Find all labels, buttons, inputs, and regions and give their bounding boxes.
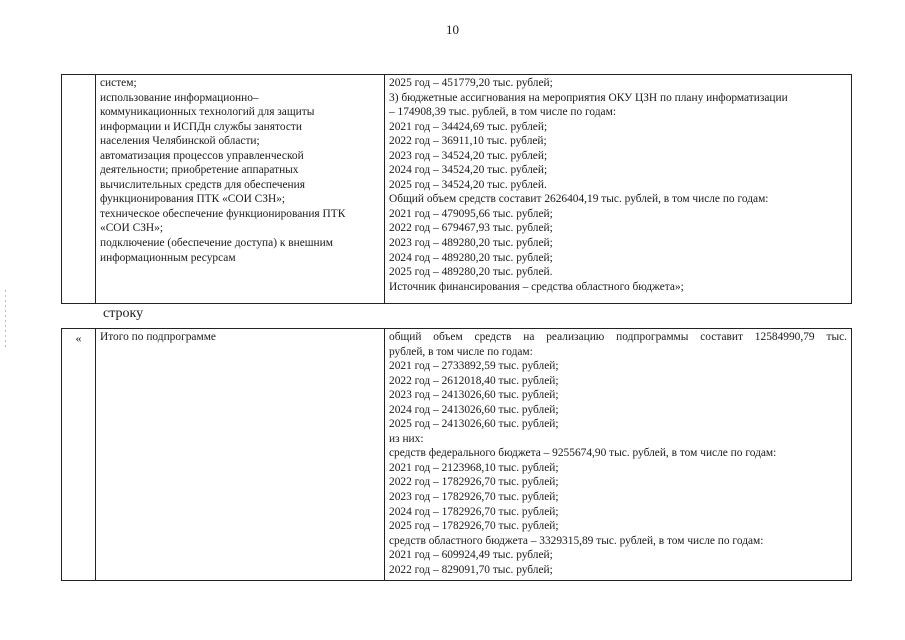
table-continuation bbox=[61, 74, 852, 304]
text-line: населения Челябинской области; bbox=[100, 135, 260, 148]
text-line: 2023 год – 1782926,70 тыс. рублей; bbox=[389, 491, 559, 504]
text-line: средств областного бюджета – 3329315,89 тыс. рублей, в том числе по годам: bbox=[389, 534, 764, 547]
text-line: 2022 год – 829091,70 тыс. рублей; bbox=[389, 563, 553, 576]
text-line: 2021 год – 34424,69 тыс. рублей; bbox=[389, 120, 548, 133]
text-line: автоматизация процессов управленческой bbox=[100, 149, 304, 162]
left-cell bbox=[96, 75, 385, 303]
text-line: 2021 год – 2123968,10 тыс. рублей; bbox=[389, 461, 559, 474]
text-line: функционирования ПТК «СОИ СЗН»; bbox=[100, 193, 286, 206]
right-cell bbox=[385, 75, 851, 303]
text-line: 2023 год – 489280,20 тыс. рублей; bbox=[389, 237, 553, 250]
text-line: 2024 год – 1782926,70 тыс. рублей; bbox=[389, 505, 559, 518]
text-line: подключение (обеспечение доступа) к внешним bbox=[100, 237, 333, 250]
scan-margin-artifact bbox=[5, 290, 6, 350]
left-cell bbox=[96, 329, 385, 580]
text-line: 2025 год – 451779,20 тыс. рублей; bbox=[389, 77, 553, 89]
text-line: 2022 год – 36911,10 тыс. рублей; bbox=[389, 135, 547, 148]
text-line: из них: bbox=[389, 432, 424, 445]
text-line: вычислительных средств для обеспечения bbox=[100, 178, 305, 191]
text-line: 2022 год – 1782926,70 тыс. рублей; bbox=[389, 476, 559, 489]
text-line: 3) бюджетные ассигнования на мероприятия ОКУ ЦЗН по плану информатизации bbox=[389, 91, 788, 104]
text-line: информации и ИСПДн службы занятости bbox=[100, 120, 302, 133]
text-line: 2022 год – 679467,93 тыс. рублей; bbox=[389, 222, 553, 235]
text-line: 2025 год – 34524,20 тыс. рублей. bbox=[389, 178, 547, 191]
right-cell bbox=[385, 329, 851, 580]
table-subprogram-total bbox=[61, 328, 852, 581]
text-line: Итого по подпрограмме bbox=[100, 331, 216, 343]
marker-cell bbox=[62, 75, 96, 303]
text-line: Общий объем средств составит 2626404,19 тыс. рублей, в том числе по годам: bbox=[389, 193, 769, 206]
text-line: 2023 год – 2413026,60 тыс. рублей; bbox=[389, 389, 559, 402]
text-line: общий объем средств на реализацию подпрограммы составит 12584990,79 тыс. bbox=[389, 331, 847, 343]
text-line: 2024 год – 2413026,60 тыс. рублей; bbox=[389, 403, 559, 416]
between-label: строку bbox=[103, 306, 144, 321]
page-number: 10 bbox=[446, 22, 459, 37]
text-line: 2022 год – 2612018,40 тыс. рублей; bbox=[389, 374, 559, 387]
text-line: «СОИ СЗН»; bbox=[100, 222, 163, 235]
text-line: коммуникационных технологий для защиты bbox=[100, 106, 315, 119]
text-line: 2025 год – 1782926,70 тыс. рублей; bbox=[389, 520, 559, 533]
text-line: деятельности; приобретение аппаратных bbox=[100, 164, 299, 177]
text-line: использование информационно– bbox=[100, 91, 259, 104]
text-line: систем; bbox=[100, 77, 137, 89]
text-line: 2021 год – 2733892,59 тыс. рублей; bbox=[389, 360, 559, 373]
text-line: 2023 год – 34524,20 тыс. рублей; bbox=[389, 149, 548, 162]
text-line: средств федерального бюджета – 9255674,90 тыс. рублей, в том числе по годам: bbox=[389, 447, 777, 460]
text-line: рублей, в том числе по годам: bbox=[389, 345, 533, 358]
text-line: 2025 год – 2413026,60 тыс. рублей; bbox=[389, 418, 559, 431]
text-line: Источник финансирования – средства областного бюджета»; bbox=[389, 280, 684, 293]
opening-quote-cell: « bbox=[62, 329, 96, 580]
text-line: 2025 год – 489280,20 тыс. рублей. bbox=[389, 266, 553, 279]
text-line: информационным ресурсам bbox=[100, 251, 236, 264]
text-line: 2021 год – 609924,49 тыс. рублей; bbox=[389, 549, 553, 562]
text-line: 2021 год – 479095,66 тыс. рублей; bbox=[389, 207, 553, 220]
text-line: техническое обеспечение функционирования ПТК bbox=[100, 207, 346, 220]
text-line: 2024 год – 34524,20 тыс. рублей; bbox=[389, 164, 548, 177]
text-line: – 174908,39 тыс. рублей, в том числе по годам: bbox=[389, 106, 616, 119]
text-line: 2024 год – 489280,20 тыс. рублей; bbox=[389, 251, 553, 264]
